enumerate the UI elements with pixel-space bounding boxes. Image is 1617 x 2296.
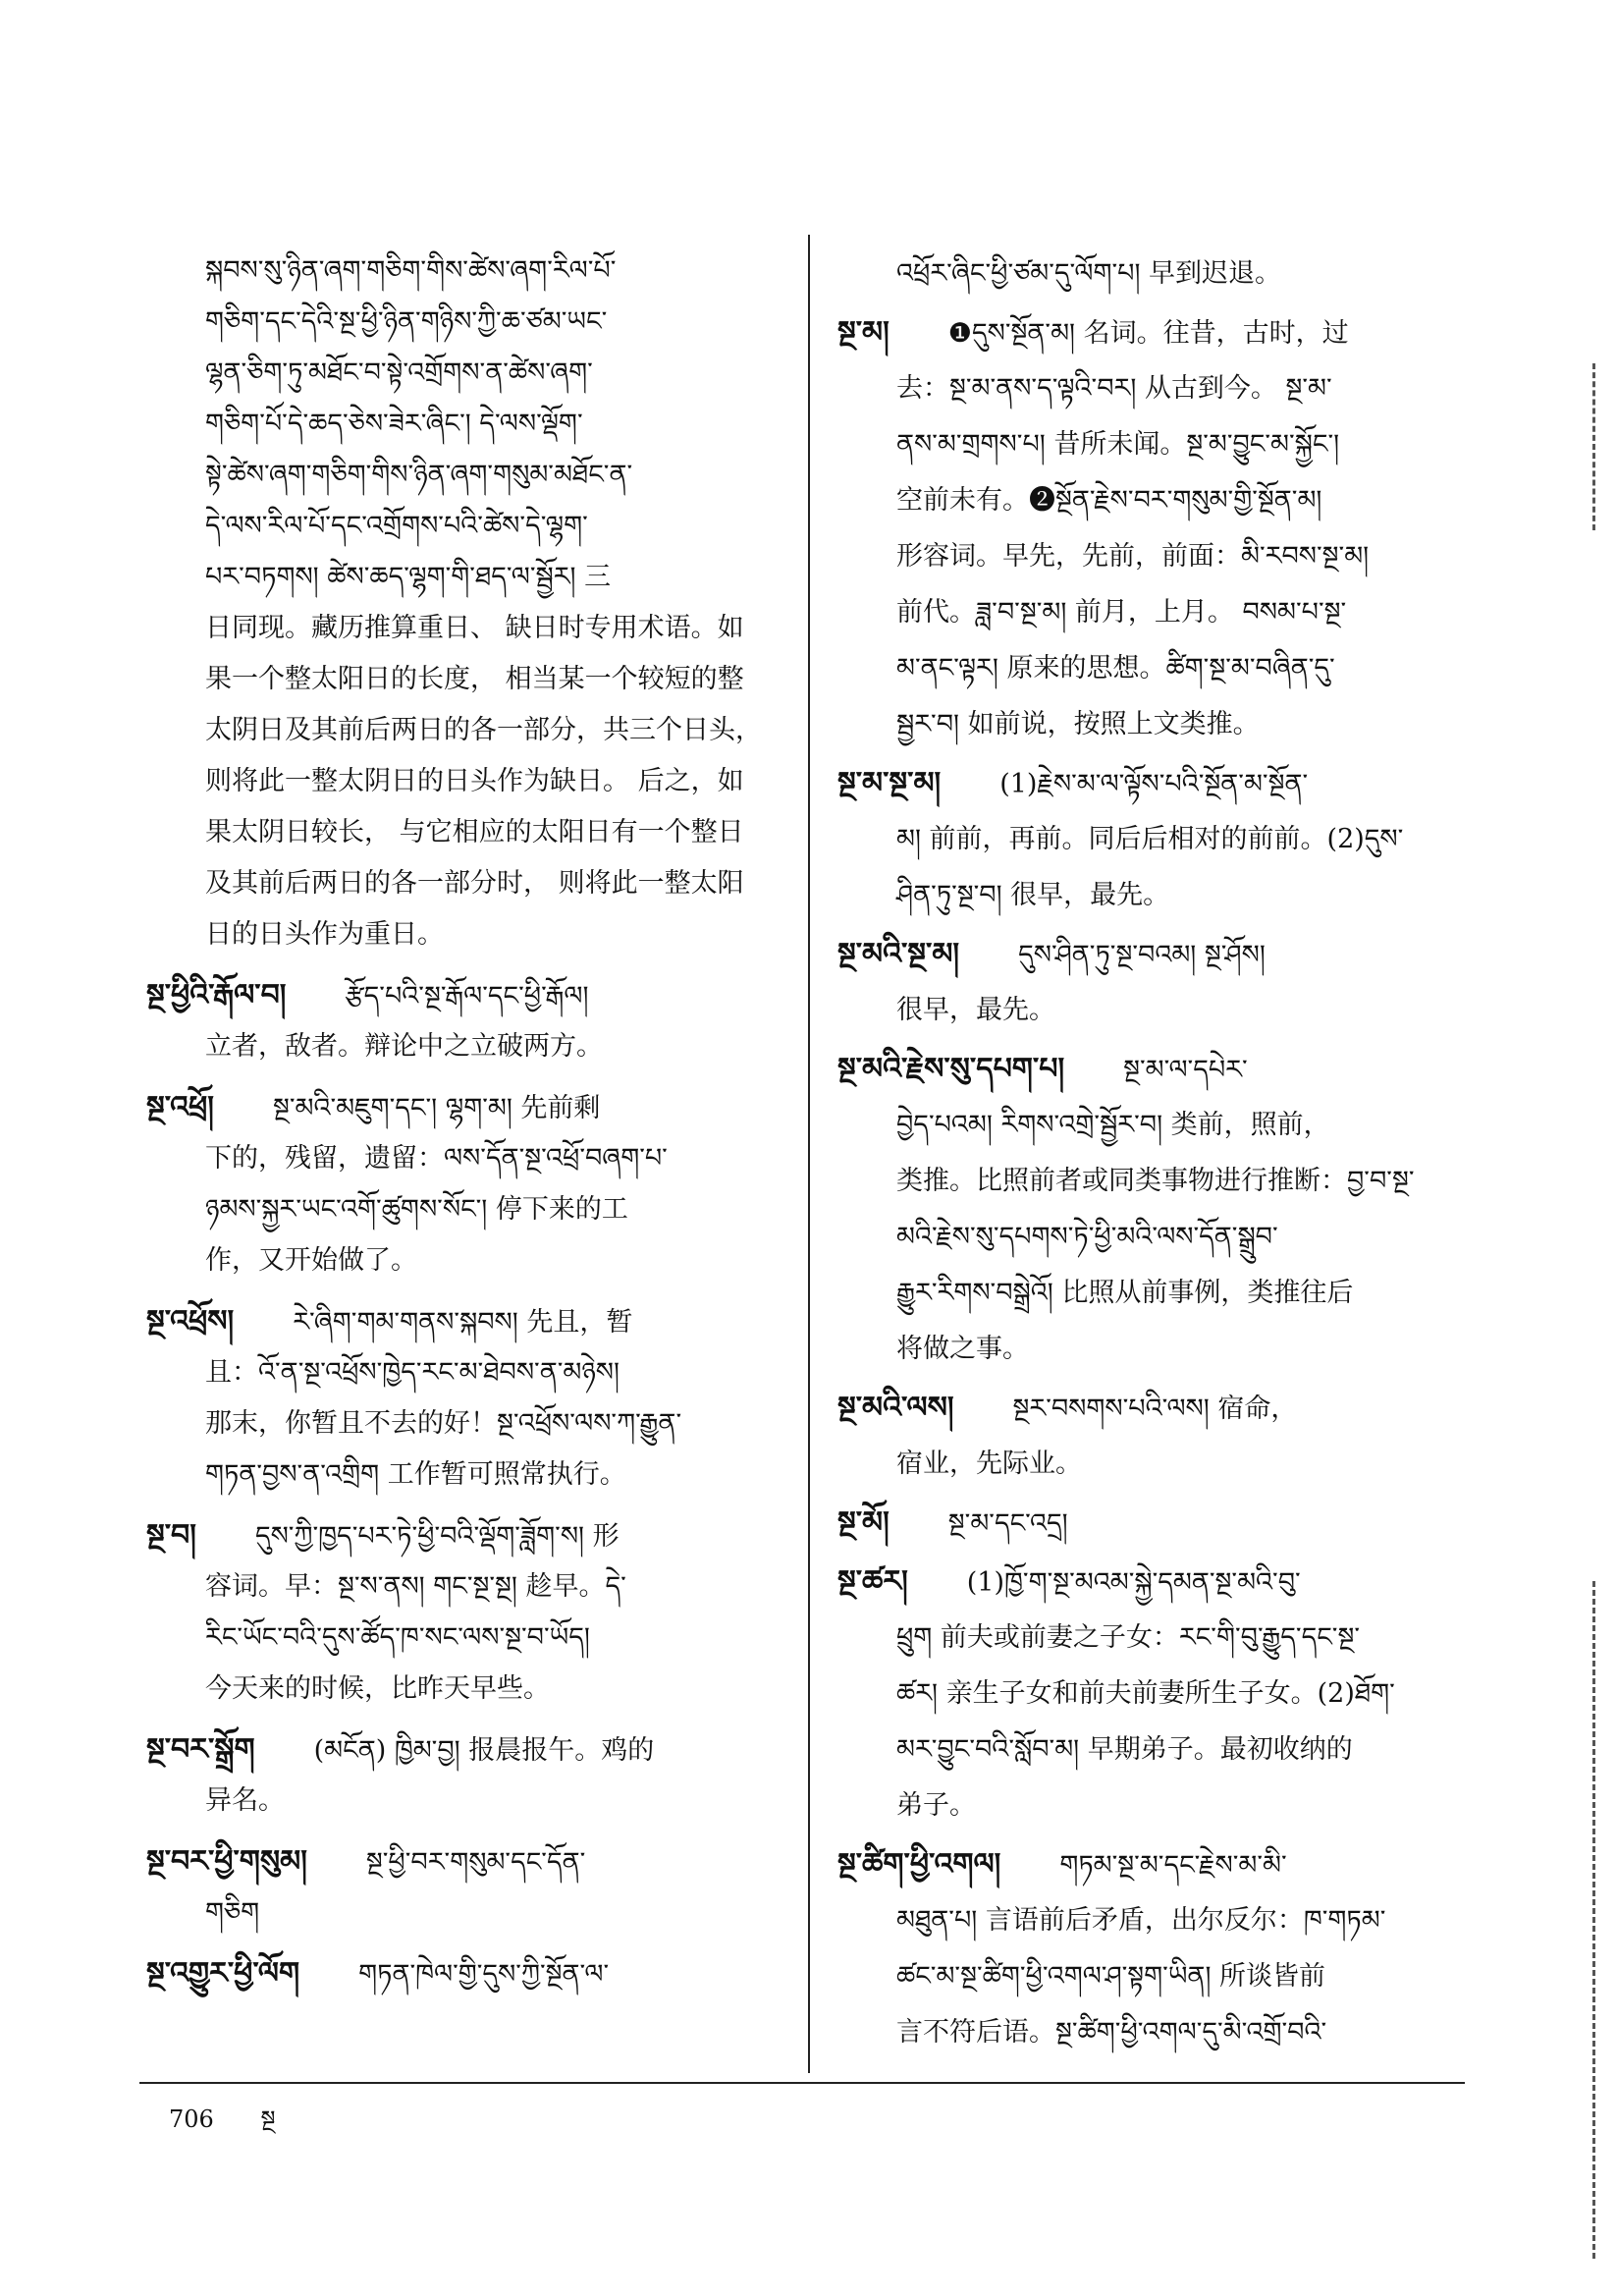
text-line [146, 246, 784, 297]
definition-text: རྒྱུར་རིགས་བསྒྲེའོ། 比照从前事例，类推往后 [896, 1278, 1354, 1308]
text-line [837, 416, 1476, 472]
definition-text: སྔར་བསགས་པའི་ལས། 宿命， [1012, 1394, 1298, 1424]
definition-text: ཕྲུག 前夫或前妻之子女：རང་གི་བུ་རྒྱུད་དང་སྔ་ [896, 1622, 1361, 1653]
definition-text: བྱེད་པའམ། རིགས་འགྲེ་སྦྱོར་བ། 类前，照前， [896, 1110, 1330, 1140]
text-line [837, 1610, 1476, 1666]
definition-text: 及其前后两日的各一部分时， 则将此一整太阳 [205, 868, 744, 899]
text-line [146, 654, 784, 705]
scan-edge-mark [1592, 1581, 1595, 2259]
headword: སྔ་ཕྱིའི་རྒོལ་བ། [146, 978, 287, 1012]
definition-text: སྔ་མ་དང་འདྲ། [947, 1508, 1068, 1539]
definition-text: 将做之事。 [896, 1334, 1029, 1364]
definition-text: 形容词。早先，先前，前面：མི་རབས་སྔ་མ། [896, 541, 1370, 572]
text-line [837, 1153, 1476, 1209]
definition-text: མར་བྱུང་བའི་སློབ་མ། 早期弟子。最初收纳的 [896, 1734, 1353, 1765]
entry-line [837, 1041, 1476, 1097]
definition-text: 则将此一整太阴日的日头作为缺日。 后之，如 [205, 766, 744, 796]
definition-text: ཚར། 亲生子女和前夫前妻所生子女。(2)ཐོག་ [896, 1678, 1395, 1709]
text-line [837, 1321, 1476, 1377]
definition-text: གཏན་ཁེལ་གྱི་དུས་ཀྱི་སྔོན་ལ་ [358, 1959, 610, 1990]
definition-text: 空前未有。❷སྔོན་རྗེས་བར་གསུམ་གྱི་སྔོན་མ། [896, 485, 1322, 516]
definition-text: 言不符后语。སྔ་ཚིག་ཕྱི་འགལ་དུ་མི་འགྲོ་བའི་ [896, 2017, 1327, 2048]
text-line [146, 501, 784, 552]
definition-text: (མངོན) ཁྱིམ་བྱ། 报晨报午。鸡的 [313, 1735, 655, 1766]
entry-line [146, 1948, 784, 1999]
text-line [146, 807, 784, 858]
text-line [146, 1449, 784, 1501]
text-line [146, 603, 784, 654]
entry-line [837, 1380, 1476, 1436]
headword: སྔ་འཕྲོས། [146, 1304, 235, 1339]
headword: སྔ་མ། [837, 315, 889, 350]
definition-text: མཐུན་པ། 言语前后矛盾，出尔反尔：ཁ་གཏམ་ [896, 1905, 1386, 1936]
text-line [146, 450, 784, 501]
definition-text: ནས་མ་གྲགས་པ། 昔所未闻。སྔ་མ་བྱུང་མ་སྐྱོང་། [896, 429, 1340, 460]
text-line [837, 1722, 1476, 1777]
definition-text: 那末，你暂且不去的好！སྔ་འཕྲོས་ལས་ཀ་རྒྱུན་ [205, 1408, 682, 1439]
definition-text: པར་བཏགས། ཚེས་ཆད་ལྷག་གི་ཐད་ལ་སྦྱོར། 三 [205, 562, 612, 592]
definition-text: 异名。 [205, 1785, 285, 1816]
column-divider [808, 235, 810, 2073]
definition-text: (1)ཁྱོ་ག་སྔ་མའམ་སྐྱེ་དམན་སྔ་མའི་བུ་ [966, 1567, 1301, 1598]
definition-text: འཕྲོར་ཞིང་ཕྱི་ཙམ་དུ་ལོག་པ། 早到迟退。 [896, 258, 1282, 289]
definition-text: 类推。比照前者或同类事物进行推断：བྱ་བ་སྔ་ [896, 1166, 1415, 1196]
entry-line [146, 1296, 784, 1347]
headword: སྔ་མ་སྔ་མ། [837, 766, 942, 800]
page-number: 706 [169, 2105, 214, 2133]
definition-text: 果一个整太阳日的长度， 相当某一个较短的整 [205, 664, 744, 694]
definition-text: སྔ་ཕྱི་བར་གསུམ་དང་དོན་ [365, 1847, 586, 1878]
definition-text: གཏམ་སྔ་མ་དང་རྗེས་མ་མི་ [1059, 1850, 1287, 1881]
definition-text: ལྷན་ཅིག་ཏུ་མཐོང་བ་སྟེ་འགྲོགས་ན་ཚེས་ཞག་ [205, 357, 593, 388]
entry-line [146, 1836, 784, 1887]
definition-text: 下的，残留，遗留：ལས་དོན་སྔ་འཕྲོ་བཞག་པ་ [205, 1143, 668, 1174]
text-line [146, 1613, 784, 1664]
definition-text: མའི་རྗེས་སུ་དཔགས་ཏེ་ཕྱི་མའི་ལས་དོན་སྒྲུབ་ [896, 1222, 1278, 1252]
definition-text: རིང་ཡོང་བའི་དུས་ཚོད་ཁ་སང་ལས་སྔ་བ་ཡོད། [205, 1622, 590, 1653]
text-line [837, 1209, 1476, 1265]
definition-text: ❶དུས་སྔོན་མ། 名词。往昔，古时，过 [947, 318, 1349, 349]
text-line [837, 584, 1476, 640]
definition-text: སྦྱར་བ། 如前说，按照上文类推。 [896, 709, 1260, 739]
definition-text: གཏན་བྱས་ན་འགྲིག 工作暂可照常执行。 [205, 1459, 626, 1490]
scan-edge-mark [1592, 363, 1595, 530]
text-line [837, 811, 1476, 867]
text-line [146, 399, 784, 450]
definition-text: ཉམས་སྐྱར་ཡང་འགོ་ཚུགས་སོང་། 停下来的工 [205, 1194, 628, 1225]
entry-line [837, 304, 1476, 360]
text-line [146, 1887, 784, 1939]
definition-text: མ་ནང་ལྟར། 原来的思想。ཚིག་སྔ་མ་བཞིན་དུ་ [896, 653, 1335, 683]
headword: སྔ་མའི་ལས། [837, 1391, 954, 1425]
definition-text: ཚང་མ་སྔ་ཚིག་ཕྱི་འགལ་ཤ་སྟག་ཡིན། 所谈皆前 [896, 1961, 1326, 1992]
text-line [146, 1398, 784, 1449]
definition-text: རྩོད་པའི་སྔ་རྒོལ་དང་ཕྱི་རྒོལ། [345, 981, 589, 1011]
definition-text: 果太阴日较长， 与它相应的太阳日有一个整日 [205, 817, 744, 847]
text-line [837, 696, 1476, 752]
text-line [837, 2004, 1476, 2060]
headword: སྔ་བ། [146, 1518, 196, 1553]
right-column [837, 246, 1476, 2060]
text-line [837, 1777, 1476, 1833]
entry-line [146, 1082, 784, 1133]
definition-text: མ། 前前，再前。同后后相对的前前。(2)དུས་ [896, 824, 1404, 854]
definition-text: རེ་ཞིག་གམ་གནས་སྐབས། 先且，暂 [293, 1307, 633, 1338]
definition-text: དེ་ལས་རིལ་པོ་དང་འགྲོགས་པའི་ཚེས་དེ་ལྷག་ [205, 511, 588, 541]
definition-text: སྔ་མའི་མཇུག་དང་། ལྷག་མ། 先前剩 [272, 1093, 601, 1123]
headword: སྔ་ཚིག་ཕྱི་འགལ། [837, 1847, 1001, 1882]
headword: སྔ་འགྱུར་ཕྱི་ལོག [146, 1956, 300, 1991]
definition-text: 太阴日及其前后两日的各一部分，共三个日头， [205, 715, 762, 745]
definition-text: སྐབས་སུ་ཉིན་ཞག་གཅིག་གིས་ཚེས་ཞག་རིལ་པོ་ [205, 255, 617, 286]
entry-line [146, 1510, 784, 1561]
left-column [146, 246, 784, 1999]
entry-line [146, 970, 784, 1021]
text-line [837, 528, 1476, 584]
text-line [837, 1892, 1476, 1948]
text-line [837, 360, 1476, 416]
definition-text: གཅིག་དང་དེའི་སྔ་ཕྱི་ཉིན་གཉིས་ཀྱི་ཆ་ཙམ་ཡང་ [205, 306, 608, 337]
headword: སྔ་ཚར། [837, 1564, 908, 1599]
text-line [146, 756, 784, 807]
definition-text: དུས་ཀྱི་ཁྱད་པར་ཏེ་ཕྱི་བའི་ལྡོག་ཟློག་ས། 形 [254, 1521, 620, 1552]
headword: སྔ་བར་སྒྲོག [146, 1732, 255, 1767]
definition-text: གཅིག་པོ་དེ་ཆད་ཅེས་ཟེར་ཞིང་། དེ་ལས་ལྡོག་ [205, 409, 583, 439]
text-line [146, 297, 784, 348]
definition-text: (1)རྗེས་མ་ལ་ལྟོས་པའི་སྔོན་མ་སྔོན་ [999, 769, 1309, 799]
headword: སྔ་མའི་རྗེས་སུ་དཔག་པ། [837, 1052, 1065, 1086]
text-line [146, 1664, 784, 1715]
definition-text: 宿业，先际业。 [896, 1449, 1082, 1479]
entry-line [837, 1554, 1476, 1610]
text-line [146, 1347, 784, 1398]
text-line [837, 1436, 1476, 1492]
headword: སྔ་འཕྲོ། [146, 1090, 214, 1124]
section-letter: སྔ [260, 2105, 276, 2133]
text-line [146, 1561, 784, 1613]
text-line [837, 1948, 1476, 2004]
entry-line [837, 755, 1476, 811]
definition-text: ཤིན་ཏུ་སྔ་བ། 很早，最先。 [896, 880, 1170, 910]
entry-line [837, 1836, 1476, 1892]
definition-text: 立者，敌者。辩论中之立破两方。 [205, 1031, 603, 1062]
text-line [837, 640, 1476, 696]
text-line [146, 705, 784, 756]
text-line [837, 982, 1476, 1038]
text-line [146, 858, 784, 909]
page-footer [169, 2094, 314, 2159]
headword: སྔ་མའི་སྔ་མ། [837, 937, 960, 971]
definition-text: 容词。早：སྔ་ས་ནས། གང་སྔ་སྔ། 趁早。དེ་ [205, 1571, 626, 1602]
definition-text: གཅིག [205, 1897, 260, 1928]
headword: སྔ་མོ། [837, 1505, 889, 1540]
text-line [837, 1097, 1476, 1153]
entry-line [837, 1495, 1476, 1551]
text-line [837, 1666, 1476, 1722]
headword: སྔ་བར་ཕྱི་གསུམ། [146, 1844, 307, 1879]
text-line [837, 867, 1476, 923]
text-line [146, 909, 784, 960]
footer-rule [139, 2082, 1465, 2084]
text-line [837, 246, 1476, 301]
definition-text: 弟子。 [896, 1790, 976, 1821]
definition-text: 很早，最先。 [896, 995, 1055, 1025]
entry-line [837, 926, 1476, 982]
text-line [146, 348, 784, 399]
text-line [837, 1265, 1476, 1321]
definition-text: 日的日头作为重日。 [205, 919, 444, 950]
text-line [837, 472, 1476, 528]
entry-line [146, 1724, 784, 1776]
text-line [146, 1235, 784, 1286]
definition-text: 前代。ཟླ་བ་སྔ་མ། 前月，上月。 བསམ་པ་སྔ་ [896, 597, 1347, 628]
text-line [146, 1133, 784, 1184]
definition-text: 且：འོ་ན་སྔ་འཕྲོས་ཁྱེད་རང་མ་ཐེབས་ན་མཉེས། [205, 1357, 620, 1388]
definition-text: 今天来的时候，比昨天早些。 [205, 1673, 550, 1704]
definition-text: སྔ་མ་ལ་དཔེར་ [1123, 1055, 1248, 1085]
definition-text: 去：སྔ་མ་ནས་ད་ལྟའི་བར། 从古到今。 སྔ་མ་ [896, 373, 1332, 404]
text-line [146, 552, 784, 603]
text-line [146, 1184, 784, 1235]
definition-text: 日同现。藏历推算重日、 缺日时专用术语。如 [205, 613, 744, 643]
definition-text: དུས་ཤིན་ཏུ་སྔ་བའམ། སྔ་ཤོས། [1018, 940, 1266, 970]
text-line [146, 1776, 784, 1827]
text-line [146, 1021, 784, 1072]
definition-text: 作，又开始做了。 [205, 1245, 417, 1276]
definition-text: སྟེ་ཚེས་ཞག་གཅིག་གིས་ཉིན་ཞག་གསུམ་མཐོང་ན་ [205, 460, 633, 490]
